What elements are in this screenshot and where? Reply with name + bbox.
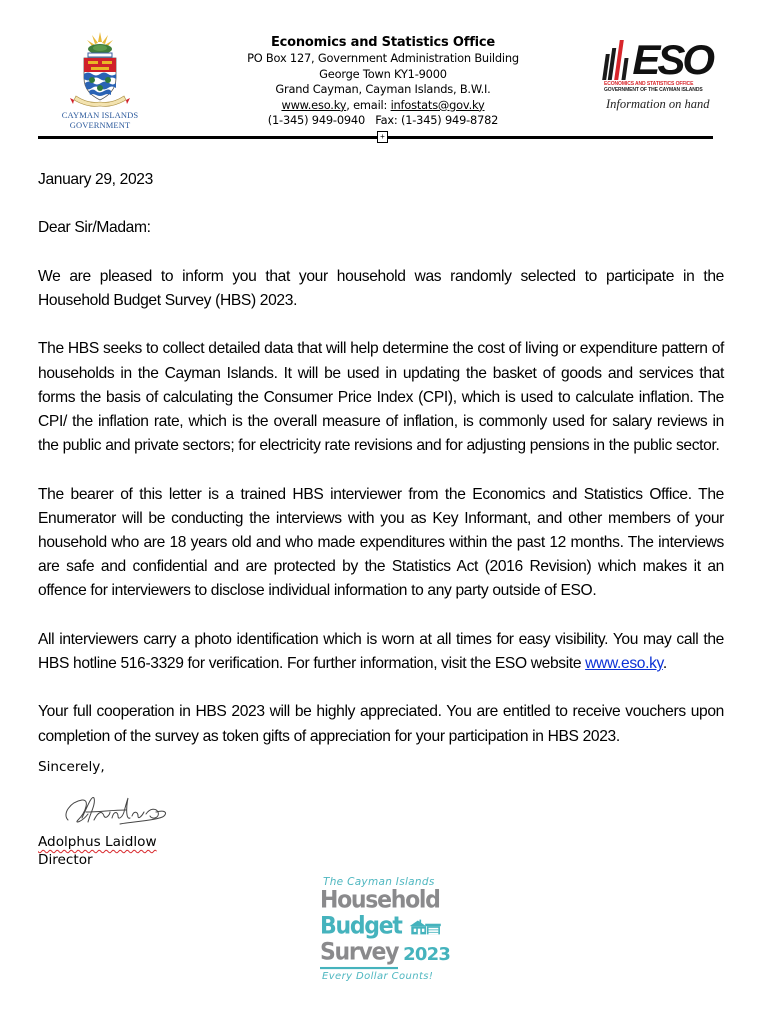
government-name-line2: GOVERNMENT <box>69 120 131 130</box>
hbs-word-household: Household <box>320 886 440 914</box>
letter-salutation: Dear Sir/Madam: <box>38 219 151 237</box>
contact-web-email <box>230 98 536 114</box>
office-letterhead <box>230 34 536 129</box>
paragraph-cooperation: Your full cooperation in HBS 2023 will be highly appreciated. You are entitled to receive vouchers upon completion of the survey as token gifts of appreciation for your participation in HBS 2023. <box>38 703 724 745</box>
letter-body <box>38 168 724 773</box>
paragraph-intro: We are pleased to inform you that your household was randomly selected to participate in the Household Budget Survey (HBS) 2023. <box>38 267 724 309</box>
signature-image <box>60 790 172 830</box>
paragraph-contact <box>38 628 724 676</box>
eso-word: ESO <box>632 36 713 83</box>
government-name-line1: CAYMAN ISLANDS <box>61 110 139 120</box>
email-label: , email: <box>346 97 391 112</box>
signer-title: Director <box>38 851 93 868</box>
eso-website-link[interactable]: www.eso.ky <box>585 654 663 672</box>
fax-number: Fax: (1-345) 949-8782 <box>375 113 499 128</box>
address-line-3: Grand Cayman, Cayman Islands, B.W.I. <box>275 82 491 97</box>
letterhead-email-link[interactable]: infostats@gov.ky <box>390 97 485 112</box>
eso-wordmark <box>604 36 713 83</box>
hbs-2023-logo <box>320 876 451 983</box>
contact-phone-fax <box>230 113 536 129</box>
house-icon <box>408 917 442 937</box>
address-line-2: George Town KY1-9000 <box>319 66 447 81</box>
hbs-tagline: Every Dollar Counts! <box>322 971 434 982</box>
eso-subtitle-2: GOVERNMENT OF THE CAYMAN ISLANDS <box>604 87 703 93</box>
contact-text: All interviewers carry a photo identification which is worn at all times for easy visibility. You may call the HBS hotline 516-3329 for verification. For further information, visit the ESO website <box>38 630 724 672</box>
letterhead-website-link[interactable]: www.eso.ky <box>281 97 347 112</box>
letter-closing: Sincerely, <box>38 759 105 775</box>
signer-block <box>38 834 157 869</box>
anchor-marker-icon[interactable]: + <box>377 131 388 143</box>
hbs-word-survey: Survey <box>320 939 398 969</box>
eso-tagline: Information on hand <box>606 97 710 111</box>
bar-icon <box>621 58 628 80</box>
hbs-budget-row <box>320 914 442 940</box>
contact-text-end: . <box>662 654 667 672</box>
hbs-script-top: The Cayman Islands <box>323 876 435 888</box>
address-line-1: PO Box 127, Government Administration Building <box>247 51 519 65</box>
office-title: Economics and Statistics Office <box>270 35 496 50</box>
hbs-year: 2023 <box>403 943 451 965</box>
hbs-survey-row <box>320 938 451 968</box>
eso-logo <box>604 38 712 116</box>
eso-subtitle-1: ECONOMICS AND STATISTICS OFFICE <box>604 81 694 87</box>
coat-of-arms-icon <box>68 30 132 110</box>
hbs-word-budget: Budget <box>320 912 402 940</box>
header-divider <box>38 136 713 139</box>
paragraph-interviewer: The bearer of this letter is a trained HBS interviewer from the Economics and Statistics Office. The Enumerator will be conducting the interviews with you as Key Informant, and other members of your household who are 18 years old and who made expenditures within the past 12 months. The interviews are safe and confidential and are protected by the Statistics Act (2016 Revision) which makes it an offence for interviewers to disclose individual information to any party outside of ESO. <box>38 485 724 600</box>
letter-date: January 29, 2023 <box>38 171 153 188</box>
paragraph-purpose: The HBS seeks to collect detailed data that will help determine the cost of living or expenditure pattern of households in the Cayman Islands. It will be used in updating the basket of goods and services that forms the basis of calculating the Consumer Price Index (CPI), which is used to calculate inflation. The CPI/ the inflation rate, which is the overall measure of inflation, is commonly used for salary reviews in the public and private sectors; for electricity rate revisions and for adjusting pensions in the public sector. <box>38 340 724 455</box>
cayman-islands-government-logo <box>58 30 142 134</box>
phone-number: (1-345) 949-0940 <box>267 113 366 128</box>
signer-name: Adolphus Laidlow <box>38 834 157 850</box>
